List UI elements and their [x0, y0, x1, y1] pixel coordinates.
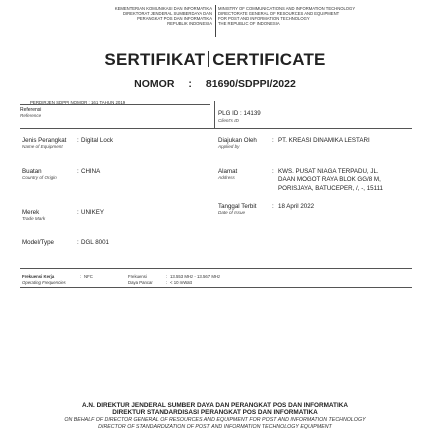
model-label: Model/Type [22, 239, 54, 246]
equipment-label: Jenis Perangkat [22, 137, 67, 144]
client-id [218, 110, 261, 117]
model-value: DGL 8001 [81, 239, 109, 246]
origin-value: CHINA [81, 168, 101, 175]
frequency-type-value: NFC [84, 274, 93, 279]
regulation-reference: PERDIRJEN SDPPI NOMOR : 161 TAHUN 2019 [30, 100, 126, 105]
nomor-label: NOMOR [134, 78, 175, 90]
freq-value: 13.553 MHz - 13.567 MHz [170, 274, 221, 279]
frequency-colon: : [80, 274, 82, 279]
section-rule-bottom [20, 287, 412, 288]
address-label-en: Address [218, 175, 235, 180]
issue-date-label: Tanggal Terbit [218, 203, 257, 210]
nomor-value: 81690/SDPPI/2022 [205, 78, 296, 90]
ministry-line: DIREKTORAT JENDERAL SUMBERDAYA DAN [122, 11, 212, 16]
frequency-label-en: Operating Frequencies [22, 280, 66, 285]
freq-colon: : [166, 274, 168, 279]
origin-colon: : [77, 168, 79, 175]
client-id-label: PLG ID [218, 110, 239, 117]
freq-label: Frekuensi [128, 274, 147, 279]
address-value [278, 168, 406, 193]
address-line: DAAN MOGOT RAYA BLOK GG/8 M, [278, 176, 381, 184]
section-rule-middle [20, 268, 412, 269]
brand-value: UNIKEY [81, 209, 105, 216]
ministry-line: THE REPUBLIC OF INDONESIA [218, 21, 280, 26]
ministry-name-indonesian [60, 6, 212, 26]
brand-label-en: Trade Mark [22, 216, 46, 221]
client-divider [214, 101, 215, 128]
power-colon: : [166, 280, 168, 285]
client-id-colon: : [240, 110, 242, 117]
client-id-label-en: Client's ID [218, 118, 239, 123]
signatory-line-1: A.N. DIREKTUR JENDERAL SUMBER DAYA DAN PERANGKAT POS DAN INFORMATIKA [82, 402, 348, 409]
equipment-colon: : [77, 137, 79, 144]
address-colon: : [272, 168, 274, 175]
ministry-line: REPUBLIK INDONESIA [167, 21, 212, 26]
applicant-value: PT. KREASI DINAMIKA LESTARI [278, 137, 370, 144]
frequency-label: Frekuensi Kerja [22, 274, 55, 279]
title-indonesian: SERTIFIKAT [104, 50, 206, 69]
model-colon: : [77, 239, 79, 246]
reference-label-en: Reference [20, 113, 42, 118]
origin-label-en: Country of Origin [22, 175, 57, 180]
issue-date-label-en: Date of Issue [218, 210, 246, 215]
title-divider [208, 51, 209, 67]
signatory-line-4: DIRECTOR OF STANDARDIZATION OF POST AND INFORMATION TECHNOLOGY EQUIPMENT [98, 424, 332, 430]
power-label: Daya Pancar [128, 280, 153, 285]
reference-rule [20, 104, 210, 105]
issue-date-value: 18 April 2022 [278, 203, 315, 210]
section-rule-top [20, 128, 412, 129]
power-value: < 10 mWatt [170, 280, 192, 285]
applicant-label-en: Applied by [218, 144, 240, 149]
ministry-line: KEMENTERIAN KOMUNIKASI DAN INFORMATIKA [114, 6, 212, 11]
ministry-line: PERANGKAT POS DAN INFORMATIKA [137, 16, 212, 21]
certificate-title [0, 50, 430, 70]
nomor-colon: : [188, 78, 192, 90]
ministry-line: DIRECTORATE GENERAL OF RESOURCES AND EQUIPMENT [218, 11, 340, 16]
ministry-line: FOR POST AND INFORMATION TECHNOLOGY [218, 16, 310, 21]
signatory-line-3: ON BEHALF OF DIRECTOR GENERAL OF RESOURCES AND EQUIPMENT FOR POST AND INFORMATION TECHNOLOGY [64, 417, 366, 423]
brand-label: Merek [22, 209, 40, 216]
equipment-value: Digital Lock [81, 137, 113, 144]
reference-label: Referensi [20, 107, 42, 113]
signatory-line-2: DIREKTUR STANDARDISASI PERANGKAT POS DAN INFORMATIKA [112, 409, 318, 416]
ministry-divider [215, 5, 216, 37]
address-line: PORISJAYA, BATUCEPER, /, -, 15111 [278, 184, 383, 192]
client-id-value: 14139 [243, 110, 261, 117]
origin-label: Buatan [22, 168, 42, 175]
brand-colon: : [77, 209, 79, 216]
certificate-number [0, 78, 430, 90]
ministry-line: MINISTRY OF COMMUNICATIONS AND INFORMATION TECHNOLOGY [218, 6, 356, 11]
address-line: KWS. PUSAT NIAGA TERPADU, JL. [278, 168, 379, 175]
applicant-colon: : [272, 137, 274, 144]
issue-date-colon: : [272, 203, 274, 210]
applicant-label: Diajukan Oleh [218, 137, 257, 144]
ministry-name-english [218, 6, 408, 26]
equipment-label-en: Name of Equipment [22, 144, 63, 149]
address-label: Alamat [218, 168, 238, 175]
title-english: CERTIFICATE [212, 50, 326, 69]
